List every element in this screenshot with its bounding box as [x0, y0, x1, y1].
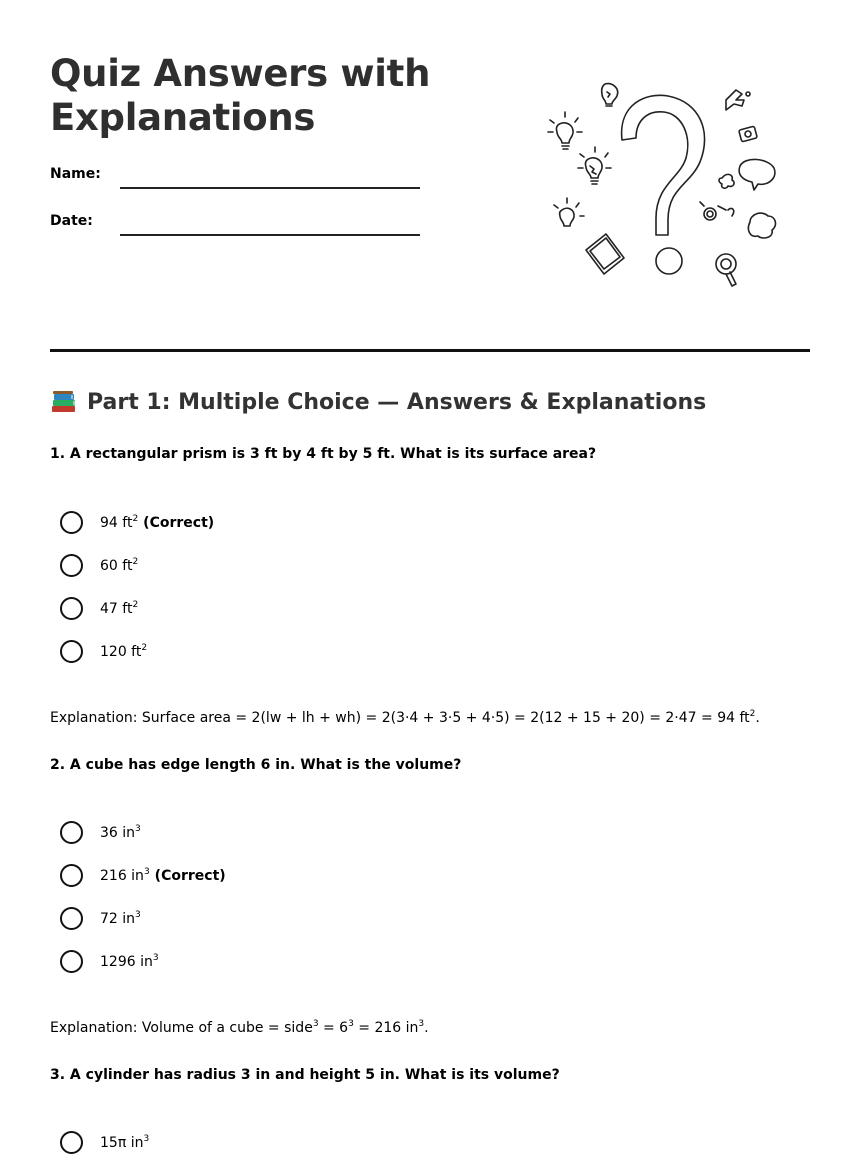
section-heading	[50, 389, 706, 415]
radio-button[interactable]	[60, 511, 83, 534]
option-label: 47 $ft^2$	[100, 599, 139, 617]
books-icon	[50, 389, 78, 415]
correct-marker: (Correct)	[143, 514, 215, 531]
section-title-text: Part 1: Multiple Choice — Answers & Explanations	[87, 389, 707, 415]
question-1-text: 1. A rectangular prism is 3 ft by 4 ft by 5 ft. What is its surface area?	[50, 446, 597, 462]
radio-button[interactable]	[60, 1131, 83, 1154]
question-mark-doodle-icon	[540, 70, 790, 290]
option-label: 15π $in^3$	[100, 1133, 150, 1151]
radio-button[interactable]	[60, 597, 83, 620]
correct-marker: (Correct)	[154, 867, 226, 884]
q2-option-3[interactable]	[60, 907, 141, 930]
radio-button[interactable]	[60, 864, 83, 887]
name-field[interactable]	[120, 187, 420, 189]
date-field[interactable]	[120, 234, 420, 236]
title-line-1: Quiz Answers with	[50, 52, 431, 95]
radio-button[interactable]	[60, 907, 83, 930]
q1-option-2[interactable]	[60, 554, 138, 577]
q1-option-3[interactable]	[60, 597, 138, 620]
option-label: 1296 $in^3$	[100, 952, 159, 970]
title-line-2: Explanations	[50, 96, 316, 139]
radio-button[interactable]	[60, 554, 83, 577]
option-label: 72 $in^3$	[100, 909, 141, 927]
option-label: 60 $ft^2$	[100, 556, 139, 574]
q2-explanation: Explanation: Volume of a cube = side$^3$ = $6^3 = 216$ $in^3$.	[50, 1019, 429, 1036]
radio-button[interactable]	[60, 950, 83, 973]
question-3-text: 3. A cylinder has radius 3 in and height 5 in. What is its volume?	[50, 1067, 560, 1083]
q3-option-1[interactable]	[60, 1131, 149, 1154]
q2-option-4[interactable]	[60, 950, 159, 973]
question-2-text: 2. A cube has edge length 6 in. What is the volume?	[50, 757, 462, 773]
page-title	[50, 52, 430, 140]
q2-option-1[interactable]	[60, 821, 141, 844]
q1-explanation: Explanation: Surface area = 2(lw + lh + wh) = 2(3·4 + 3·5 + 4·5) = 2(12 + 15 + 20) = 2·47 = 94 $ft^2$.	[50, 709, 760, 726]
section-divider	[50, 349, 810, 352]
q1-option-4[interactable]	[60, 640, 147, 663]
radio-button[interactable]	[60, 821, 83, 844]
q2-option-2[interactable]	[60, 864, 226, 887]
option-label: 36 $in^3$	[100, 823, 141, 841]
radio-button[interactable]	[60, 640, 83, 663]
name-label: Name:	[50, 166, 101, 182]
option-label: 120 $ft^2$	[100, 642, 148, 660]
option-label: 216 $in^3$ (Correct)	[100, 866, 226, 884]
option-label: 94 $ft^2$ (Correct)	[100, 513, 215, 531]
date-label: Date:	[50, 213, 93, 229]
q1-option-1[interactable]	[60, 511, 214, 534]
